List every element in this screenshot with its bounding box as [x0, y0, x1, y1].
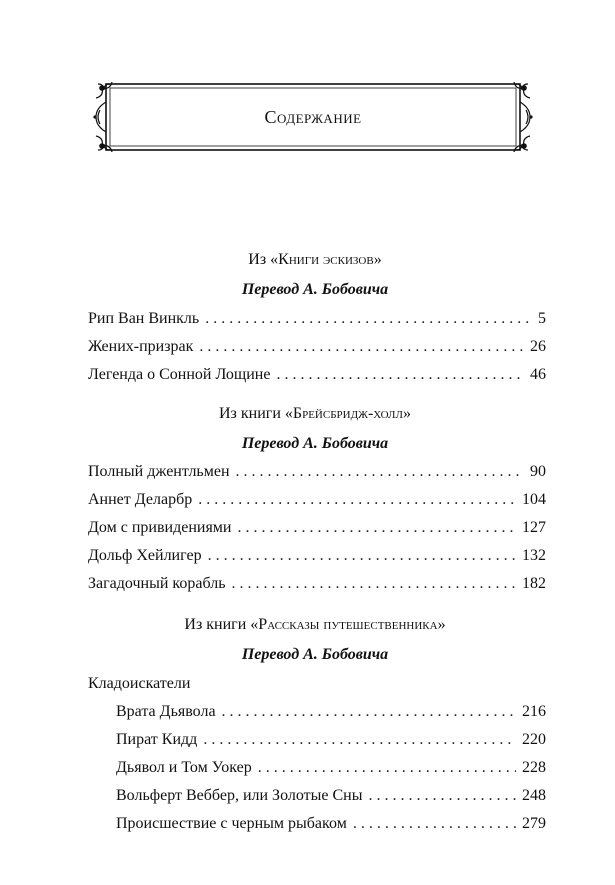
dot-leader	[203, 728, 516, 752]
toc-entry-page: 132	[522, 547, 546, 564]
toc-entry[interactable]	[88, 307, 546, 331]
toc-entry-title: Дольф Хейлигер	[88, 547, 202, 564]
translator-credit-3: Перевод А. Бобовича	[241, 646, 389, 663]
toc-entry[interactable]	[116, 812, 546, 836]
dot-leader	[368, 784, 516, 808]
section-heading-title: Книги эскизов	[278, 251, 374, 268]
toc-entry-page: 26	[530, 338, 546, 355]
translator-credit-2: Перевод А. Бобовича	[241, 435, 389, 452]
toc-entry-title: Врата Дьявола	[116, 703, 216, 720]
toc-entry-title: Легенда о Сонной Лощине	[88, 366, 271, 383]
section-heading-1	[85, 251, 545, 269]
dot-leader	[205, 307, 532, 331]
section-heading-suffix: »	[437, 616, 446, 633]
toc-entry[interactable]	[88, 488, 546, 512]
dot-leader	[222, 700, 516, 724]
toc-entry-page: 228	[522, 759, 546, 776]
toc-entry-page: 90	[530, 463, 546, 480]
dot-leader	[199, 335, 524, 359]
toc-entry-page: 127	[522, 519, 546, 536]
toc-entry[interactable]	[88, 460, 546, 484]
toc-entry[interactable]	[88, 544, 546, 568]
toc-entry-title: Рип Ван Винкль	[88, 310, 200, 327]
toc-entry[interactable]	[116, 700, 546, 724]
dot-leader	[238, 516, 517, 540]
toc-entry-page: 46	[530, 366, 546, 383]
section-heading-prefix: Из книги «	[219, 405, 293, 422]
section-heading-prefix: Из книги «	[184, 616, 259, 633]
toc-entry-page: 5	[538, 310, 546, 327]
toc-entry-page: 248	[522, 787, 546, 804]
toc-entry[interactable]	[88, 363, 546, 387]
group-label[interactable]: Кладоискатели	[88, 675, 191, 692]
dot-leader	[258, 756, 516, 780]
dot-leader	[208, 544, 516, 568]
section-heading-title: Рассказы путешественника	[258, 616, 438, 633]
toc-entry-page: 182	[522, 575, 546, 592]
contents-header-frame	[88, 80, 538, 154]
toc-entry-title: Вольферт Веббер, или Золотые Сны	[116, 787, 363, 804]
toc-entry-page: 216	[522, 703, 546, 720]
toc-entry-title: Жених-призрак	[88, 338, 194, 355]
toc-entry[interactable]	[88, 572, 546, 596]
section-heading-suffix: »	[402, 405, 411, 422]
translator-credit-1: Перевод А. Бобовича	[241, 281, 389, 298]
toc-entry-title: Дом с привидениями	[88, 519, 232, 536]
contents-title: Содержание	[264, 107, 362, 127]
dot-leader	[198, 488, 516, 512]
dot-leader	[353, 812, 516, 836]
toc-entry[interactable]	[116, 784, 546, 808]
section-heading-title: Брейсбридж-холл	[292, 405, 403, 422]
toc-entry[interactable]	[88, 516, 546, 540]
toc-entry-title: Пират Кидд	[116, 731, 198, 748]
dot-leader	[276, 363, 524, 387]
section-heading-prefix: Из «	[248, 251, 279, 268]
dot-leader	[232, 572, 516, 596]
toc-entry-title: Полный джентльмен	[88, 463, 230, 480]
toc-entry-page: 279	[522, 815, 546, 832]
toc-entry[interactable]	[116, 728, 546, 752]
toc-entry-title: Происшествие с черным рыбаком	[116, 815, 347, 832]
toc-entry-page: 220	[522, 731, 546, 748]
toc-entry-page: 104	[522, 491, 546, 508]
section-heading-suffix: »	[373, 251, 382, 268]
toc-entry-title: Дьявол и Том Уокер	[116, 759, 252, 776]
section-heading-2	[85, 405, 545, 423]
toc-entry[interactable]	[88, 335, 546, 359]
toc-entry-title: Загадочный корабль	[88, 575, 226, 592]
dot-leader	[236, 460, 524, 484]
section-heading-3	[85, 616, 545, 634]
toc-entry[interactable]	[116, 756, 546, 780]
toc-entry-title: Аннет Деларбр	[88, 491, 193, 508]
